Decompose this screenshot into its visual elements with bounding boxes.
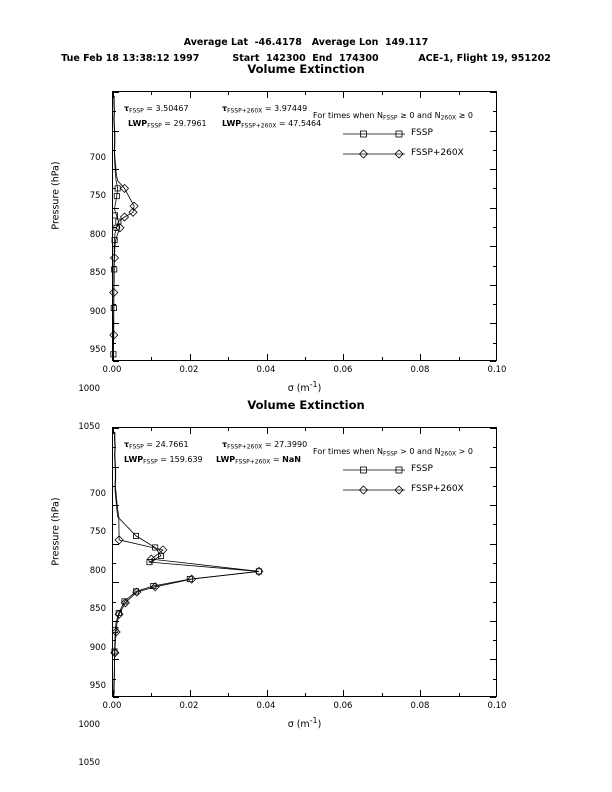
legend-label-fssp-top: FSSP	[411, 128, 433, 138]
panel-top-series-svg	[113, 92, 498, 362]
panel-bottom-y-axis-title: Pressure (hPa)	[50, 497, 62, 566]
panel-bottom-xtick-0.02: 0.02	[179, 701, 199, 711]
panel-bottom-annot-condition: For times when $N_{FSSP} > 0$ and $N_{260X} > 0$	[313, 447, 474, 458]
panel-bottom-ytick-950: 950	[89, 681, 106, 691]
panel-top-annot-condition: For times when $N_{FSSP} \ge 0$ and $N_{260X} \ge 0$	[313, 111, 474, 122]
panel-top-ytick-750: 750	[89, 191, 106, 201]
legend-symbols-top	[343, 131, 405, 158]
panel-bottom-xtick-0.00: 0.00	[102, 701, 122, 711]
panel-top-x-axis-title: σ $(m^{-1})$	[287, 380, 322, 395]
panel-bottom-ytick-1050: 1050	[78, 758, 100, 768]
series-fssp260x-bottom-markers	[111, 536, 263, 657]
panel-top-y-axis-title: Pressure (hPa)	[50, 161, 62, 230]
series-fssp-bottom-markers	[112, 533, 262, 654]
panel-top-ytick-1050: 1050	[78, 422, 100, 432]
panel-top-ytick-950: 950	[89, 345, 106, 355]
panel-bottom-plot-area	[112, 427, 497, 697]
panel-bottom-series-svg	[113, 428, 498, 698]
panel-bottom-annot-lwp-fssp: $LWP_{FSSP} = 159.639$	[124, 455, 203, 466]
panel-top	[0, 62, 612, 432]
header-line-1: Average Lat -46.4178 Average Lon 149.117	[183, 37, 429, 48]
legend-label-fssp260x-top: FSSP+260X	[411, 148, 464, 158]
legend-label-fssp260x-bottom: FSSP+260X	[411, 484, 464, 494]
panel-top-xtick-0.04: 0.04	[256, 365, 276, 375]
panel-bottom-annot-tau-both: $\tau_{FSSP+260X} = 27.3990$	[222, 440, 308, 451]
panel-top-title: Volume Extinction	[247, 62, 365, 76]
panel-bottom-x-axis-title: σ $(m^{-1})$	[287, 716, 322, 731]
panel-bottom-title: Volume Extinction	[247, 398, 365, 412]
legend-label-fssp-bottom: FSSP	[411, 464, 433, 474]
panel-top-plot-area	[112, 91, 497, 361]
panel-bottom-ytick-850: 850	[89, 604, 106, 614]
panel-bottom-ytick-900: 900	[89, 643, 106, 653]
panel-top-xtick-0.08: 0.08	[410, 365, 430, 375]
panel-top-annot-lwp-fssp: $LWP_{FSSP} = 29.7961$	[128, 119, 207, 130]
panel-top-ytick-700: 700	[89, 153, 106, 163]
panel-top-xtick-0.10: 0.10	[487, 365, 507, 375]
panel-top-annot-tau-both: $\tau_{FSSP+260X} = 3.97449$	[222, 104, 308, 115]
panel-bottom	[0, 398, 612, 768]
header-line-2: Tue Feb 18 13:38:12 1997 Start 142300 End 174300 ACE-1, Flight 19, 951202	[61, 53, 551, 64]
panel-top-xtick-0.06: 0.06	[333, 365, 353, 375]
series-fssp260x-bottom	[114, 432, 259, 696]
panel-bottom-xtick-0.04: 0.04	[256, 701, 276, 711]
panel-bottom-xtick-0.10: 0.10	[487, 701, 507, 711]
panel-bottom-xtick-0.08: 0.08	[410, 701, 430, 711]
panel-bottom-xtick-0.06: 0.06	[333, 701, 353, 711]
panel-top-annot-tau-fssp: $\tau_{FSSP} = 3.50467$	[124, 104, 189, 115]
panel-bottom-ytick-750: 750	[89, 527, 106, 537]
panel-top-ytick-850: 850	[89, 268, 106, 278]
panel-top-annot-lwp-both: $LWP_{FSSP+260X} = 47.5464$	[222, 119, 322, 130]
panel-top-xtick-0.02: 0.02	[179, 365, 199, 375]
panel-top-xtick-0.00: 0.00	[102, 365, 122, 375]
panel-bottom-ytick-700: 700	[89, 489, 106, 499]
panel-top-ytick-800: 800	[89, 230, 106, 240]
panel-bottom-ytick-800: 800	[89, 566, 106, 576]
series-fssp-top-markers	[111, 186, 121, 357]
panel-top-ytick-1000: 1000	[78, 384, 100, 394]
panel-bottom-annot-lwp-both: $LWP_{FSSP+260X}$ = NaN	[216, 455, 301, 466]
legend-symbols-bottom	[343, 467, 405, 494]
panel-bottom-annot-tau-fssp: $\tau_{FSSP} = 24.7661$	[124, 440, 189, 451]
panel-bottom-ytick-1000: 1000	[78, 720, 100, 730]
panel-top-ytick-900: 900	[89, 307, 106, 317]
